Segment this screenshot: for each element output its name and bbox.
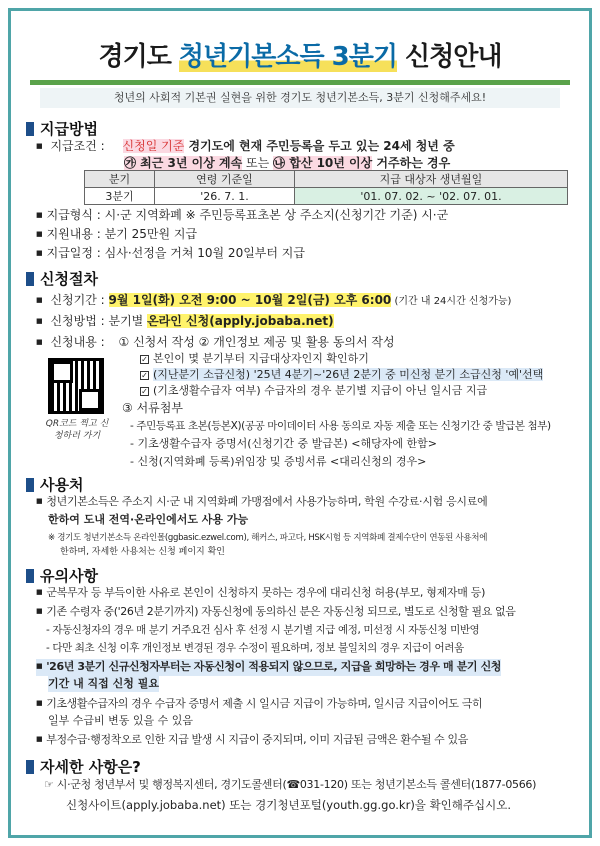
page-title <box>0 36 600 73</box>
cond-or: 또는 <box>242 156 274 170</box>
table-cell: '01. 07. 02. ~ '02. 07. 01. <box>295 188 568 205</box>
heading-text: 사용처 <box>40 476 84 494</box>
title-prefix: 경기도 <box>98 42 179 72</box>
title-accent: 청년기본소득 3분기 <box>178 42 397 72</box>
cond-3years: ㉮ 최근 3년 이상 계속 <box>124 156 243 170</box>
check-item-1 <box>140 351 369 367</box>
method-label: 신청방법 : 분기별 <box>50 314 148 328</box>
note-c1: ■ '26년 3분기 신규신청자부터는 자동신청이 적용되지 않으므로, 지급을 희망하는 경우 매 분기 신청 <box>36 659 501 676</box>
checkbox-icon: ✓ <box>141 371 148 380</box>
table-cell: '26. 7. 1. <box>155 188 295 205</box>
period-label: 신청기간 : <box>50 293 109 307</box>
usage-note1: ※ 경기도 청년기본소득 온라인몰(ggbasic.ezwel.com), 해커스, 파고다, HSK시험 등 지역화폐 결제수단이 연동된 사용처에 <box>48 533 488 543</box>
payment-condition-line2 <box>124 155 450 171</box>
cond-date-basis: 신청일 기준 <box>122 139 185 153</box>
apply-content <box>36 334 395 352</box>
check-text: 본인이 몇 분기부터 지급대상자인지 확인하기 <box>153 352 369 365</box>
usage-line2: 한하여 도내 전역·온라인에서도 사용 가능 <box>48 513 249 526</box>
note-a: ■ 군복무자 등 부득이한 사유로 본인이 신청하지 못하는 경우에 대리신청 허용(부모, 형제자매 등) <box>36 585 485 602</box>
payment-condition-line1 <box>36 138 455 156</box>
usage-line1: ■ 청년기본소득은 주소지 시·군 내 지역화폐 가맹점에서 사용가능하며, 학원 수강료·시험 응시료에 <box>36 494 487 511</box>
payment-amount: ■ 지원내용 : 분기 25만원 지급 <box>36 226 197 244</box>
table-row <box>85 188 568 205</box>
qr-code-icon[interactable] <box>48 358 104 414</box>
heading-text: 유의사항 <box>40 567 98 585</box>
check-text: (기초생활수급자 여부) 수급자의 경우 분기별 지급이 아닌 일시금 지급 <box>153 384 488 397</box>
section-notes-heading <box>26 565 98 586</box>
note-b2: - 다만 최초 신청 이후 개인정보 변경된 경우 수정이 필요하며, 정보 불일치의 경우 지급이 어려움 <box>46 642 464 654</box>
content-label: 신청내용 : <box>50 335 105 349</box>
table-header-row <box>85 171 568 188</box>
section-more-heading <box>26 756 141 777</box>
section-apply-heading <box>26 268 98 289</box>
note-c2: 기간 내 직접 신청 필요 <box>48 677 159 690</box>
checkbox-icon: ✓ <box>141 355 148 364</box>
content-step1: ① 신청서 작성 ② 개인정보 제공 및 활용 동의서 작성 <box>118 335 395 349</box>
check-item-2 <box>140 367 543 383</box>
heading-text: 자세한 사항은? <box>40 758 141 776</box>
contact-line2: 신청사이트(apply.jobaba.net) 또는 경기청년포털(youth.gg.go.kr)을 확인해주십시오. <box>66 798 511 812</box>
contact-line1: ☞ 시·군청 청년부서 및 행정복지센터, 경기도콜센터(☎031-120) 또는 청년기본소득 콜센터(1877-0566) <box>44 778 537 791</box>
section-marker-icon <box>26 569 34 583</box>
checkbox-icon: ✓ <box>141 387 148 396</box>
qr-caption: QR코드 찍고 신청하러 가기 <box>45 419 109 441</box>
apply-site-link[interactable]: 온라인 신청(apply.jobaba.net) <box>147 314 334 328</box>
section-usage-heading <box>26 474 83 495</box>
apply-method <box>36 313 334 331</box>
heading-text: 신청절차 <box>40 270 98 288</box>
doc-item-1: - 주민등록표 초본(등본X)(공공 마이데이터 사용 동의로 자동 제출 또는 신청기간 중 발급본 첨부) <box>130 420 551 432</box>
table-header-cell: 지급 대상자 생년월일 <box>295 171 568 188</box>
cond-living: 거주하는 경우 <box>372 156 451 170</box>
cond-label: 지급조건 : <box>50 139 105 153</box>
apply-step3: ③ 서류첨부 <box>122 401 183 415</box>
doc-item-2: - 기초생활수급자 증명서(신청기간 중 발급본) <해당자에 한함> <box>130 437 437 450</box>
table-cell: 3분기 <box>85 188 155 205</box>
section-marker-icon <box>26 760 34 774</box>
eligibility-table <box>84 170 568 205</box>
table-header-cell: 연령 기준일 <box>155 171 295 188</box>
section-marker-icon <box>26 478 34 492</box>
section-payment-heading <box>26 118 98 139</box>
payment-form: ■ 지급형식 : 시·군 지역화폐 ※ 주민등록표초본 상 주소지(신청기간 기준) 시·군 <box>36 207 448 225</box>
doc-item-3: - 신청(지역화폐 등록)위임장 및 증빙서류 <대리신청의 경우> <box>130 455 427 468</box>
payment-schedule: ■ 지급일정 : 심사·선정을 거쳐 10월 20일부터 지급 <box>36 245 305 263</box>
note-b1: - 자동신청자의 경우 매 분기 거주요건 심사 후 선정 시 분기별 지급 예정, 미선정 시 자동신청 미반영 <box>46 624 480 636</box>
heading-text: 지급방법 <box>40 120 98 138</box>
period-note: (기간 내 24시간 신청가능) <box>391 296 512 307</box>
period-value: 9월 1일(화) 오전 9:00 ~ 10월 2일(금) 오후 6:00 <box>108 293 392 307</box>
check-item-3 <box>140 383 487 399</box>
usage-note2: 한하며, 자세한 사용처는 신청 페이지 확인 <box>60 547 225 557</box>
cond-resident: 경기도에 현재 주민등록을 두고 있는 24세 청년 중 <box>184 139 455 153</box>
cond-10years: ㉯ 합산 10년 이상 <box>273 156 373 170</box>
note-d1: ■ 기초생활수급자의 경우 수급자 증명서 제출 시 일시금 지급이 가능하며, 일시금 지급이어도 극히 <box>36 696 482 713</box>
section-marker-icon <box>26 122 34 136</box>
note-e: ■ 부정수급·행정착오로 인한 지급 발생 시 지급이 중지되며, 이미 지급된 금액은 환수될 수 있음 <box>36 732 468 749</box>
section-marker-icon <box>26 272 34 286</box>
subtitle: 청년의 사회적 기본권 실현을 위한 경기도 청년기본소득, 3분기 신청해주세요! <box>40 88 560 108</box>
note-d2: 일부 수급비 변동 있을 수 있음 <box>48 714 193 727</box>
title-suffix: 신청안내 <box>396 42 502 72</box>
check-text: (지난분기 소급신청) '25년 4분기~'26년 2분기 중 미신청 분기 소급신청 '예'선택 <box>153 368 544 381</box>
apply-period <box>36 292 511 310</box>
title-underline <box>30 80 570 85</box>
note-b: ■ 기존 수령자 중('26년 2분기까지) 자동신청에 동의하신 분은 자동신청 되므로, 별도로 신청할 필요 없음 <box>36 604 516 621</box>
table-header-cell: 분기 <box>85 171 155 188</box>
